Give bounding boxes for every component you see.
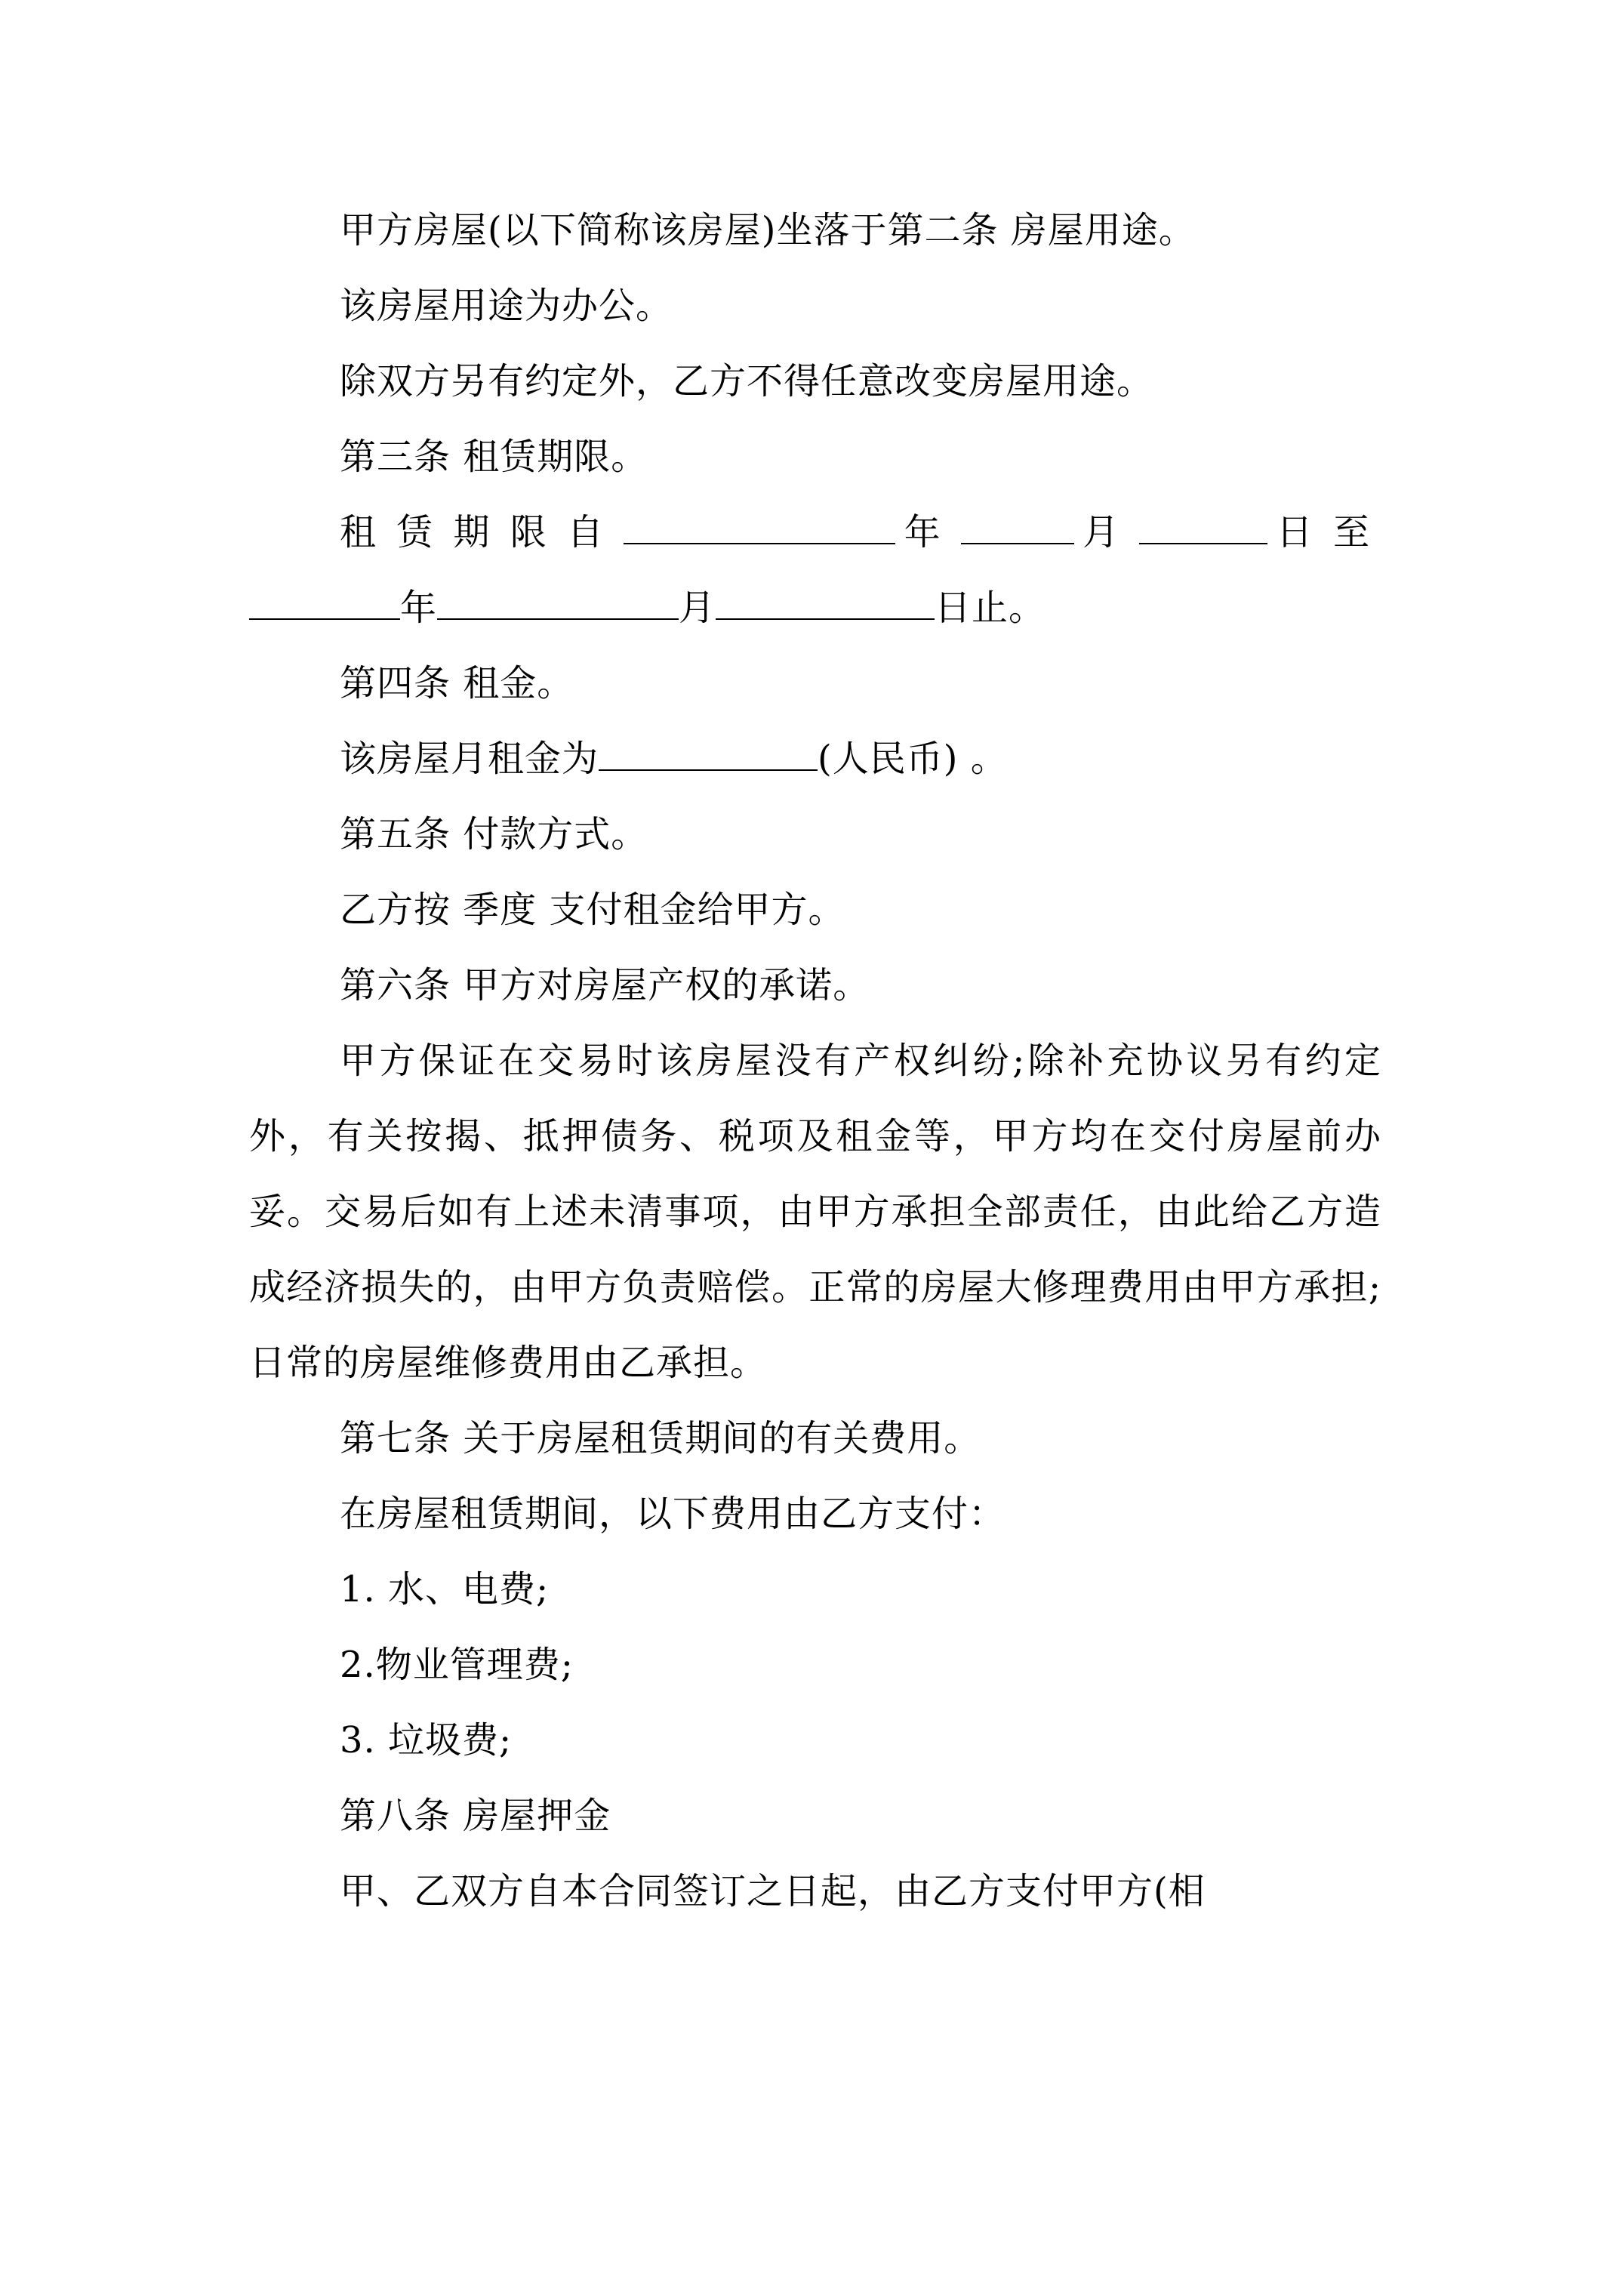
end-month-blank <box>437 586 679 620</box>
list-item: 1. 水、电费; <box>340 1568 550 1610</box>
day-to-label: 日至 <box>1267 511 1381 553</box>
lease-term-text: 租赁期限自 <box>340 511 624 553</box>
clause-heading: 第八条 房屋押金 <box>340 1795 611 1837</box>
clause-heading: 第四条 租金。 <box>340 662 574 704</box>
list-item: 3. 垃圾费; <box>340 1719 513 1761</box>
currency-text: (人民币) 。 <box>818 738 1008 780</box>
paragraph: 甲方保证在交易时该房屋没有产权纠纷;除补充协议另有约定外，有关按揭、抵押债务、税项及租金等，甲方均在交付房屋前办妥。交易后如有上述未清事项，由甲方承担全部责任，由此给乙方造成经济损失的，由甲方负责赔偿。正常的房屋大修理费用由甲方承担;日常的房屋维修费用由乙承担。 <box>249 1040 1381 1384</box>
year-label: 年 <box>895 511 961 553</box>
start-month-blank <box>961 510 1074 544</box>
clause-heading: 第五条 付款方式。 <box>340 813 648 855</box>
paragraph: 在房屋租赁期间，以下费用由乙方支付： <box>340 1493 1006 1535</box>
start-year-blank <box>624 510 895 544</box>
start-day-blank <box>1139 510 1267 544</box>
month-label: 月 <box>679 587 716 629</box>
end-year-blank <box>249 586 400 620</box>
end-day-blank <box>716 586 935 620</box>
clause-heading: 第七条 关于房屋租赁期间的有关费用。 <box>340 1417 981 1459</box>
paragraph: 甲方房屋(以下简称该房屋)坐落于第二条 房屋用途。 <box>340 209 1196 251</box>
month-label: 月 <box>1073 511 1140 553</box>
paragraph: 该房屋用途为办公。 <box>340 285 673 327</box>
lease-term-paragraph <box>249 495 1381 646</box>
document-body <box>249 193 1381 1929</box>
rent-text: 该房屋月租金为 <box>340 738 599 780</box>
rent-amount-blank <box>599 737 818 771</box>
clause-heading: 第三条 租赁期限。 <box>340 436 648 478</box>
year-label: 年 <box>400 587 438 629</box>
list-item: 2.物业管理费; <box>340 1644 574 1686</box>
paragraph: 甲、乙双方自本合同签订之日起，由乙方支付甲方(相 <box>340 1870 1206 1912</box>
day-end-label: 日止。 <box>935 587 1046 629</box>
clause-heading: 第六条 甲方对房屋产权的承诺。 <box>340 964 870 1006</box>
paragraph: 除双方另有约定外，乙方不得任意改变房屋用途。 <box>340 360 1154 402</box>
paragraph: 乙方按 季度 支付租金给甲方。 <box>340 889 845 931</box>
rent-paragraph <box>249 721 1381 797</box>
